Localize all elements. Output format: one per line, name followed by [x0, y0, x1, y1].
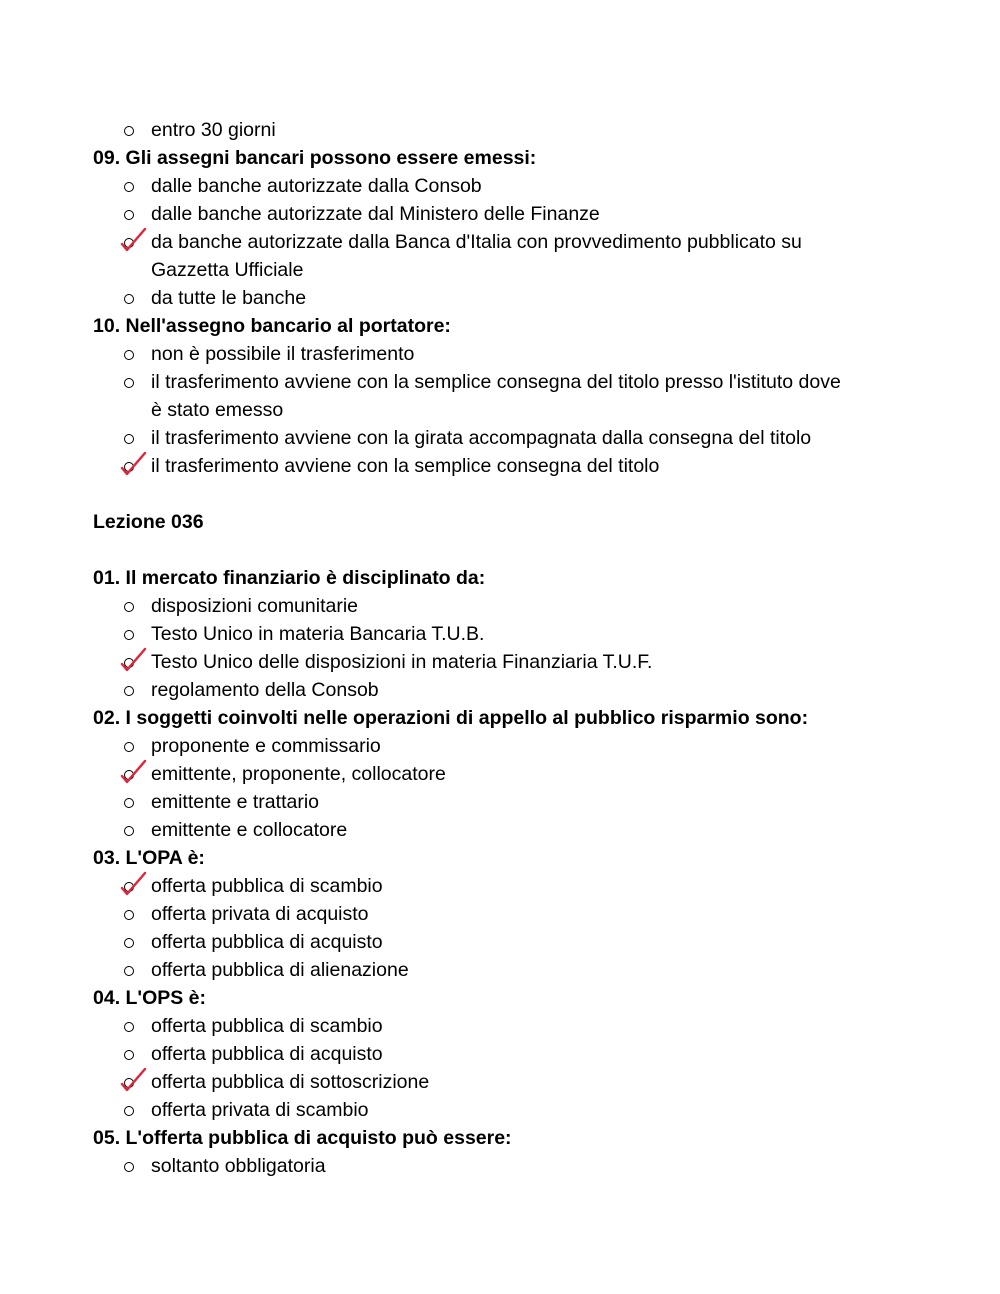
answer-option: [0, 1040, 1000, 1068]
line-text: disposizioni comunitarie: [151, 595, 359, 617]
bullet-icon: [122, 340, 138, 368]
line-text: entro 30 giorni: [151, 119, 276, 141]
line-text: offerta pubblica di sottoscrizione: [151, 1071, 430, 1093]
answer-option-correct: [0, 452, 1000, 480]
checked-bullet-icon: [122, 452, 138, 480]
answer-option: [0, 900, 1000, 928]
answer-option-correct: [0, 872, 1000, 900]
answer-option: [0, 592, 1000, 620]
bullet-icon: [122, 368, 138, 396]
answer-option-correct: [0, 648, 1000, 676]
line-text: 04. L'OPS è:: [93, 987, 207, 1009]
answer-option: [0, 368, 1000, 396]
question-text: [0, 144, 1000, 172]
checked-bullet-icon: [122, 228, 138, 256]
line-text: emittente, proponente, collocatore: [151, 763, 446, 785]
answer-option-correct: [0, 760, 1000, 788]
line-text: Lezione 036: [93, 511, 204, 533]
answer-option-correct: [0, 228, 1000, 256]
line-text: emittente e trattario: [151, 791, 319, 813]
checked-bullet-icon: [122, 760, 138, 788]
answer-option: [0, 424, 1000, 452]
bullet-icon: [122, 676, 138, 704]
question-text: [0, 564, 1000, 592]
answer-option: [0, 284, 1000, 312]
line-text: 01. Il mercato finanziario è disciplinato da:: [93, 567, 486, 589]
line-text: 09. Gli assegni bancari possono essere emessi:: [93, 147, 537, 169]
answer-option: [0, 1152, 1000, 1180]
line-text: il trasferimento avviene con la semplice consegna del titolo: [151, 455, 660, 477]
bullet-icon: [122, 284, 138, 312]
line-text: offerta pubblica di scambio: [151, 1015, 383, 1037]
answer-option: [0, 620, 1000, 648]
bullet-icon: [122, 116, 138, 144]
checked-bullet-icon: [122, 648, 138, 676]
line-text: regolamento della Consob: [151, 679, 379, 701]
bullet-icon: [122, 900, 138, 928]
answer-option: [0, 956, 1000, 984]
answer-option: [0, 928, 1000, 956]
red-checkmark-icon: [118, 220, 146, 254]
answer-option-continuation: [0, 396, 1000, 424]
line-text: offerta pubblica di alienazione: [151, 959, 409, 981]
answer-option: [0, 816, 1000, 844]
line-text: il trasferimento avviene con la semplice consegna del titolo presso l'istituto dove: [151, 371, 841, 393]
answer-option: [0, 1012, 1000, 1040]
red-checkmark-icon: [118, 1060, 146, 1094]
line-text: offerta privata di scambio: [151, 1099, 369, 1121]
answer-option: [0, 340, 1000, 368]
line-text: Testo Unico in materia Bancaria T.U.B.: [151, 623, 485, 645]
bullet-icon: [122, 1152, 138, 1180]
line-text: Gazzetta Ufficiale: [151, 259, 304, 281]
line-text: 10. Nell'assegno bancario al portatore:: [93, 315, 451, 337]
answer-option: [0, 732, 1000, 760]
answer-option: [0, 788, 1000, 816]
line-text: offerta pubblica di acquisto: [151, 1043, 383, 1065]
red-checkmark-icon: [118, 444, 146, 478]
line-text: offerta privata di acquisto: [151, 903, 369, 925]
red-checkmark-icon: [118, 752, 146, 786]
line-text: è stato emesso: [151, 399, 284, 421]
question-text: [0, 984, 1000, 1012]
answer-option-correct: [0, 1068, 1000, 1096]
answer-option: [0, 676, 1000, 704]
answer-option-continuation: [0, 256, 1000, 284]
question-text: [0, 312, 1000, 340]
bullet-icon: [122, 928, 138, 956]
line-text: offerta pubblica di scambio: [151, 875, 383, 897]
line-text: da banche autorizzate dalla Banca d'Italia con provvedimento pubblicato su: [151, 231, 802, 253]
line-text: emittente e collocatore: [151, 819, 348, 841]
question-text: [0, 704, 1000, 732]
line-text: Testo Unico delle disposizioni in materia Finanziaria T.U.F.: [151, 651, 653, 673]
lesson-heading: [0, 508, 1000, 536]
line-text: non è possibile il trasferimento: [151, 343, 415, 365]
question-text: [0, 844, 1000, 872]
line-text: 02. I soggetti coinvolti nelle operazioni di appello al pubblico risparmio sono:: [93, 707, 809, 729]
bullet-icon: [122, 1096, 138, 1124]
answer-option: [0, 172, 1000, 200]
bullet-icon: [122, 816, 138, 844]
line-text: 03. L'OPA è:: [93, 847, 205, 869]
red-checkmark-icon: [118, 864, 146, 898]
checked-bullet-icon: [122, 872, 138, 900]
bullet-icon: [122, 592, 138, 620]
line-text: il trasferimento avviene con la girata accompagnata dalla consegna del titolo: [151, 427, 812, 449]
checked-bullet-icon: [122, 1068, 138, 1096]
line-text: proponente e commissario: [151, 735, 381, 757]
bullet-icon: [122, 1012, 138, 1040]
answer-option: [0, 116, 1000, 144]
line-text: dalle banche autorizzate dalla Consob: [151, 175, 482, 197]
line-text: 05. L'offerta pubblica di acquisto può essere:: [93, 1127, 512, 1149]
line-text: offerta pubblica di acquisto: [151, 931, 383, 953]
red-checkmark-icon: [118, 640, 146, 674]
answer-option: [0, 1096, 1000, 1124]
bullet-icon: [122, 172, 138, 200]
question-text: [0, 1124, 1000, 1152]
bullet-icon: [122, 788, 138, 816]
answer-option: [0, 200, 1000, 228]
line-text: dalle banche autorizzate dal Ministero delle Finanze: [151, 203, 600, 225]
line-text: da tutte le banche: [151, 287, 307, 309]
line-text: soltanto obbligatoria: [151, 1155, 326, 1177]
bullet-icon: [122, 956, 138, 984]
